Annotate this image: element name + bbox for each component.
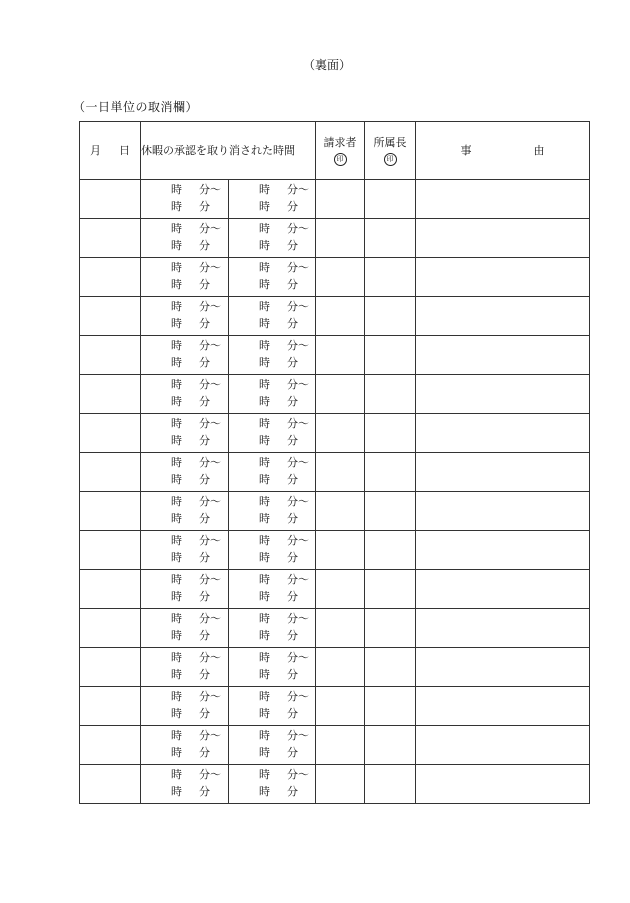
start-hour-label: 時 <box>171 668 182 681</box>
start-minute-label: 分 <box>199 746 210 759</box>
end-hour-label: 時 <box>259 222 270 235</box>
table-row <box>80 375 590 414</box>
department-head-seal-cell[interactable] <box>365 258 416 297</box>
month-day-cell[interactable] <box>80 687 141 726</box>
month-day-cell[interactable] <box>80 258 141 297</box>
end-minute-label: 分 <box>287 746 298 759</box>
start-minute-label: 分 <box>199 512 210 525</box>
month-day-cell[interactable] <box>80 336 141 375</box>
time-cell[interactable] <box>141 765 316 804</box>
start-hour-label: 時 <box>171 707 182 720</box>
department-head-seal-cell[interactable] <box>365 609 416 648</box>
end-hour-label: 時 <box>259 278 270 291</box>
month-day-cell[interactable] <box>80 609 141 648</box>
start-hour-label: 時 <box>171 768 182 781</box>
start-hour-label: 時 <box>171 534 182 547</box>
time-cell[interactable] <box>141 609 316 648</box>
month-day-cell[interactable] <box>80 375 141 414</box>
end-minute-label: 分 <box>287 473 298 486</box>
end-hour-label: 時 <box>259 707 270 720</box>
end-minute-label: 分 <box>287 278 298 291</box>
end-minute-label: 分 <box>287 785 298 798</box>
requester-seal-cell[interactable] <box>316 297 365 336</box>
reason-cell[interactable] <box>416 492 590 531</box>
reason-cell[interactable] <box>416 765 590 804</box>
end-minute-label: 分 <box>287 239 298 252</box>
start-minute-label: 分 <box>199 395 210 408</box>
month-day-cell[interactable] <box>80 219 141 258</box>
end-minute-label: 分 <box>287 629 298 642</box>
start-minute-label: 分〜 <box>199 573 221 586</box>
start-hour-label: 時 <box>171 590 182 603</box>
end-minute-label: 分 <box>287 551 298 564</box>
reason-cell[interactable] <box>416 648 590 687</box>
department-head-seal-cell[interactable] <box>365 414 416 453</box>
department-head-seal-cell[interactable] <box>365 180 416 219</box>
start-hour-label: 時 <box>171 612 182 625</box>
month-day-cell[interactable] <box>80 453 141 492</box>
end-hour-label: 時 <box>259 356 270 369</box>
end-hour-label: 時 <box>259 434 270 447</box>
month-day-cell[interactable] <box>80 531 141 570</box>
end-minute-label: 分〜 <box>287 690 309 703</box>
end-hour-label: 時 <box>259 573 270 586</box>
end-minute-label: 分 <box>287 395 298 408</box>
department-head-seal-cell[interactable] <box>365 375 416 414</box>
reason-cell[interactable] <box>416 726 590 765</box>
start-hour-label: 時 <box>171 239 182 252</box>
start-hour-label: 時 <box>171 339 182 352</box>
end-minute-label: 分〜 <box>287 729 309 742</box>
start-minute-label: 分〜 <box>199 456 221 469</box>
start-minute-label: 分 <box>199 629 210 642</box>
reason-cell[interactable] <box>416 414 590 453</box>
end-hour-label: 時 <box>259 456 270 469</box>
month-label: 月 <box>90 144 101 157</box>
start-minute-label: 分〜 <box>199 768 221 781</box>
table-row <box>80 570 590 609</box>
start-minute-label: 分〜 <box>199 651 221 664</box>
start-minute-label: 分〜 <box>199 378 221 391</box>
end-hour-label: 時 <box>259 395 270 408</box>
month-day-cell[interactable] <box>80 414 141 453</box>
requester-seal-cell[interactable] <box>316 765 365 804</box>
end-hour-label: 時 <box>259 690 270 703</box>
end-hour-label: 時 <box>259 512 270 525</box>
start-minute-label: 分 <box>199 200 210 213</box>
requester-seal-cell[interactable] <box>316 336 365 375</box>
time-cell[interactable] <box>141 219 316 258</box>
start-hour-label: 時 <box>171 573 182 586</box>
end-hour-label: 時 <box>259 473 270 486</box>
end-hour-label: 時 <box>259 534 270 547</box>
start-hour-label: 時 <box>171 495 182 508</box>
end-hour-label: 時 <box>259 551 270 564</box>
department-head-seal-cell[interactable] <box>365 492 416 531</box>
end-minute-label: 分〜 <box>287 378 309 391</box>
requester-seal-cell[interactable] <box>316 180 365 219</box>
requester-seal-cell[interactable] <box>316 570 365 609</box>
start-hour-label: 時 <box>171 746 182 759</box>
time-cell[interactable] <box>141 258 316 297</box>
end-minute-label: 分〜 <box>287 651 309 664</box>
table-row <box>80 180 590 219</box>
end-minute-label: 分 <box>287 512 298 525</box>
table-row <box>80 453 590 492</box>
end-minute-label: 分 <box>287 317 298 330</box>
start-hour-label: 時 <box>171 261 182 274</box>
table-row <box>80 609 590 648</box>
end-minute-label: 分〜 <box>287 300 309 313</box>
start-hour-label: 時 <box>171 651 182 664</box>
start-hour-label: 時 <box>171 729 182 742</box>
table-row <box>80 219 590 258</box>
table-row <box>80 297 590 336</box>
start-minute-label: 分〜 <box>199 261 221 274</box>
start-hour-label: 時 <box>171 395 182 408</box>
end-minute-label: 分〜 <box>287 768 309 781</box>
start-minute-label: 分〜 <box>199 729 221 742</box>
reason-cell[interactable] <box>416 180 590 219</box>
end-minute-label: 分〜 <box>287 417 309 430</box>
reason-cell[interactable] <box>416 531 590 570</box>
end-hour-label: 時 <box>259 668 270 681</box>
end-hour-label: 時 <box>259 746 270 759</box>
start-minute-label: 分 <box>199 551 210 564</box>
month-day-cell[interactable] <box>80 180 141 219</box>
requester-seal-cell[interactable] <box>316 687 365 726</box>
start-hour-label: 時 <box>171 317 182 330</box>
time-cell[interactable] <box>141 726 316 765</box>
time-cell[interactable] <box>141 180 316 219</box>
start-hour-label: 時 <box>171 417 182 430</box>
end-minute-label: 分 <box>287 200 298 213</box>
end-minute-label: 分〜 <box>287 456 309 469</box>
start-hour-label: 時 <box>171 200 182 213</box>
department-head-seal-cell[interactable] <box>365 765 416 804</box>
start-minute-label: 分 <box>199 785 210 798</box>
start-hour-label: 時 <box>171 629 182 642</box>
table-row <box>80 648 590 687</box>
start-hour-label: 時 <box>171 473 182 486</box>
reason-cell[interactable] <box>416 453 590 492</box>
start-minute-label: 分〜 <box>199 534 221 547</box>
end-minute-label: 分 <box>287 668 298 681</box>
start-minute-label: 分〜 <box>199 612 221 625</box>
start-minute-label: 分 <box>199 668 210 681</box>
department-head-seal-cell[interactable] <box>365 726 416 765</box>
table-row <box>80 687 590 726</box>
start-hour-label: 時 <box>171 456 182 469</box>
datetime-header: 休暇の承認を取り消された時間 <box>141 122 316 180</box>
start-hour-label: 時 <box>171 690 182 703</box>
start-minute-label: 分 <box>199 434 210 447</box>
requester-seal-icon: 印 <box>334 153 347 166</box>
month-day-cell[interactable] <box>80 765 141 804</box>
time-cell[interactable] <box>141 492 316 531</box>
start-minute-label: 分〜 <box>199 495 221 508</box>
end-hour-label: 時 <box>259 651 270 664</box>
reason-cell[interactable] <box>416 258 590 297</box>
time-cell[interactable] <box>141 570 316 609</box>
start-minute-label: 分〜 <box>199 417 221 430</box>
start-minute-label: 分〜 <box>199 339 221 352</box>
reason-cell[interactable] <box>416 687 590 726</box>
end-minute-label: 分〜 <box>287 612 309 625</box>
month-day-cell[interactable] <box>80 492 141 531</box>
end-hour-label: 時 <box>259 785 270 798</box>
requester-seal-cell[interactable] <box>316 453 365 492</box>
requester-header <box>316 122 365 180</box>
end-minute-label: 分 <box>287 707 298 720</box>
requester-seal-cell[interactable] <box>316 414 365 453</box>
time-cell[interactable] <box>141 453 316 492</box>
table-row <box>80 336 590 375</box>
start-minute-label: 分 <box>199 239 210 252</box>
end-minute-label: 分〜 <box>287 183 309 196</box>
start-minute-label: 分 <box>199 317 210 330</box>
start-hour-label: 時 <box>171 785 182 798</box>
department-head-label: 所属長 <box>373 136 407 149</box>
reason-cell[interactable] <box>416 297 590 336</box>
section-title: （一日単位の取消欄） <box>73 100 199 114</box>
table-row <box>80 726 590 765</box>
end-minute-label: 分 <box>287 434 298 447</box>
end-minute-label: 分〜 <box>287 534 309 547</box>
time-cell[interactable] <box>141 414 316 453</box>
reason-header <box>416 122 590 180</box>
end-hour-label: 時 <box>259 300 270 313</box>
department-head-seal-cell[interactable] <box>365 687 416 726</box>
start-hour-label: 時 <box>171 183 182 196</box>
end-hour-label: 時 <box>259 729 270 742</box>
start-hour-label: 時 <box>171 378 182 391</box>
reason-cell[interactable] <box>416 219 590 258</box>
end-hour-label: 時 <box>259 183 270 196</box>
time-cell[interactable] <box>141 336 316 375</box>
table-row <box>80 492 590 531</box>
table-row <box>80 765 590 804</box>
start-minute-label: 分 <box>199 590 210 603</box>
department-head-seal-icon: 印 <box>384 153 397 166</box>
end-hour-label: 時 <box>259 495 270 508</box>
end-hour-label: 時 <box>259 612 270 625</box>
end-hour-label: 時 <box>259 339 270 352</box>
month-day-cell[interactable] <box>80 297 141 336</box>
end-hour-label: 時 <box>259 378 270 391</box>
requester-seal-cell[interactable] <box>316 726 365 765</box>
end-minute-label: 分〜 <box>287 222 309 235</box>
end-minute-label: 分〜 <box>287 573 309 586</box>
reason-cell[interactable] <box>416 609 590 648</box>
requester-seal-cell[interactable] <box>316 492 365 531</box>
end-hour-label: 時 <box>259 317 270 330</box>
day-label: 日 <box>119 144 130 157</box>
reason-cell[interactable] <box>416 570 590 609</box>
department-head-seal-cell[interactable] <box>365 219 416 258</box>
start-hour-label: 時 <box>171 300 182 313</box>
reason-cell[interactable] <box>416 336 590 375</box>
time-cell[interactable] <box>141 648 316 687</box>
end-minute-label: 分 <box>287 356 298 369</box>
start-hour-label: 時 <box>171 278 182 291</box>
end-hour-label: 時 <box>259 417 270 430</box>
start-minute-label: 分 <box>199 278 210 291</box>
table-row <box>80 258 590 297</box>
table-row <box>80 414 590 453</box>
time-cell[interactable] <box>141 375 316 414</box>
start-hour-label: 時 <box>171 222 182 235</box>
department-head-seal-cell[interactable] <box>365 297 416 336</box>
time-cell[interactable] <box>141 531 316 570</box>
department-head-seal-cell[interactable] <box>365 570 416 609</box>
requester-seal-cell[interactable] <box>316 375 365 414</box>
start-minute-label: 分〜 <box>199 300 221 313</box>
cancel-table <box>79 121 590 804</box>
requester-seal-cell[interactable] <box>316 219 365 258</box>
requester-seal-cell[interactable] <box>316 258 365 297</box>
month-day-header <box>80 122 141 180</box>
month-day-cell[interactable] <box>80 570 141 609</box>
department-head-seal-cell[interactable] <box>365 453 416 492</box>
table-row <box>80 531 590 570</box>
start-minute-label: 分〜 <box>199 690 221 703</box>
page-header: （裏面） <box>302 58 351 72</box>
header-row <box>80 122 590 180</box>
end-hour-label: 時 <box>259 261 270 274</box>
requester-seal-cell[interactable] <box>316 648 365 687</box>
month-day-cell[interactable] <box>80 648 141 687</box>
start-minute-label: 分 <box>199 707 210 720</box>
start-minute-label: 分〜 <box>199 222 221 235</box>
time-cell[interactable] <box>141 297 316 336</box>
end-hour-label: 時 <box>259 629 270 642</box>
reason-label-1: 事 <box>460 144 472 157</box>
end-hour-label: 時 <box>259 239 270 252</box>
department-head-seal-cell[interactable] <box>365 531 416 570</box>
reason-cell[interactable] <box>416 375 590 414</box>
end-hour-label: 時 <box>259 768 270 781</box>
requester-seal-cell[interactable] <box>316 531 365 570</box>
department-head-header <box>365 122 416 180</box>
start-minute-label: 分 <box>199 356 210 369</box>
end-hour-label: 時 <box>259 200 270 213</box>
start-hour-label: 時 <box>171 434 182 447</box>
start-hour-label: 時 <box>171 356 182 369</box>
end-minute-label: 分 <box>287 590 298 603</box>
start-minute-label: 分 <box>199 473 210 486</box>
end-hour-label: 時 <box>259 590 270 603</box>
department-head-seal-cell[interactable] <box>365 336 416 375</box>
start-minute-label: 分〜 <box>199 183 221 196</box>
end-minute-label: 分〜 <box>287 261 309 274</box>
month-day-cell[interactable] <box>80 726 141 765</box>
requester-label: 請求者 <box>323 136 357 149</box>
time-cell[interactable] <box>141 687 316 726</box>
end-minute-label: 分〜 <box>287 495 309 508</box>
requester-seal-cell[interactable] <box>316 609 365 648</box>
department-head-seal-cell[interactable] <box>365 648 416 687</box>
start-hour-label: 時 <box>171 512 182 525</box>
start-hour-label: 時 <box>171 551 182 564</box>
end-minute-label: 分〜 <box>287 339 309 352</box>
reason-label-2: 由 <box>533 144 545 157</box>
